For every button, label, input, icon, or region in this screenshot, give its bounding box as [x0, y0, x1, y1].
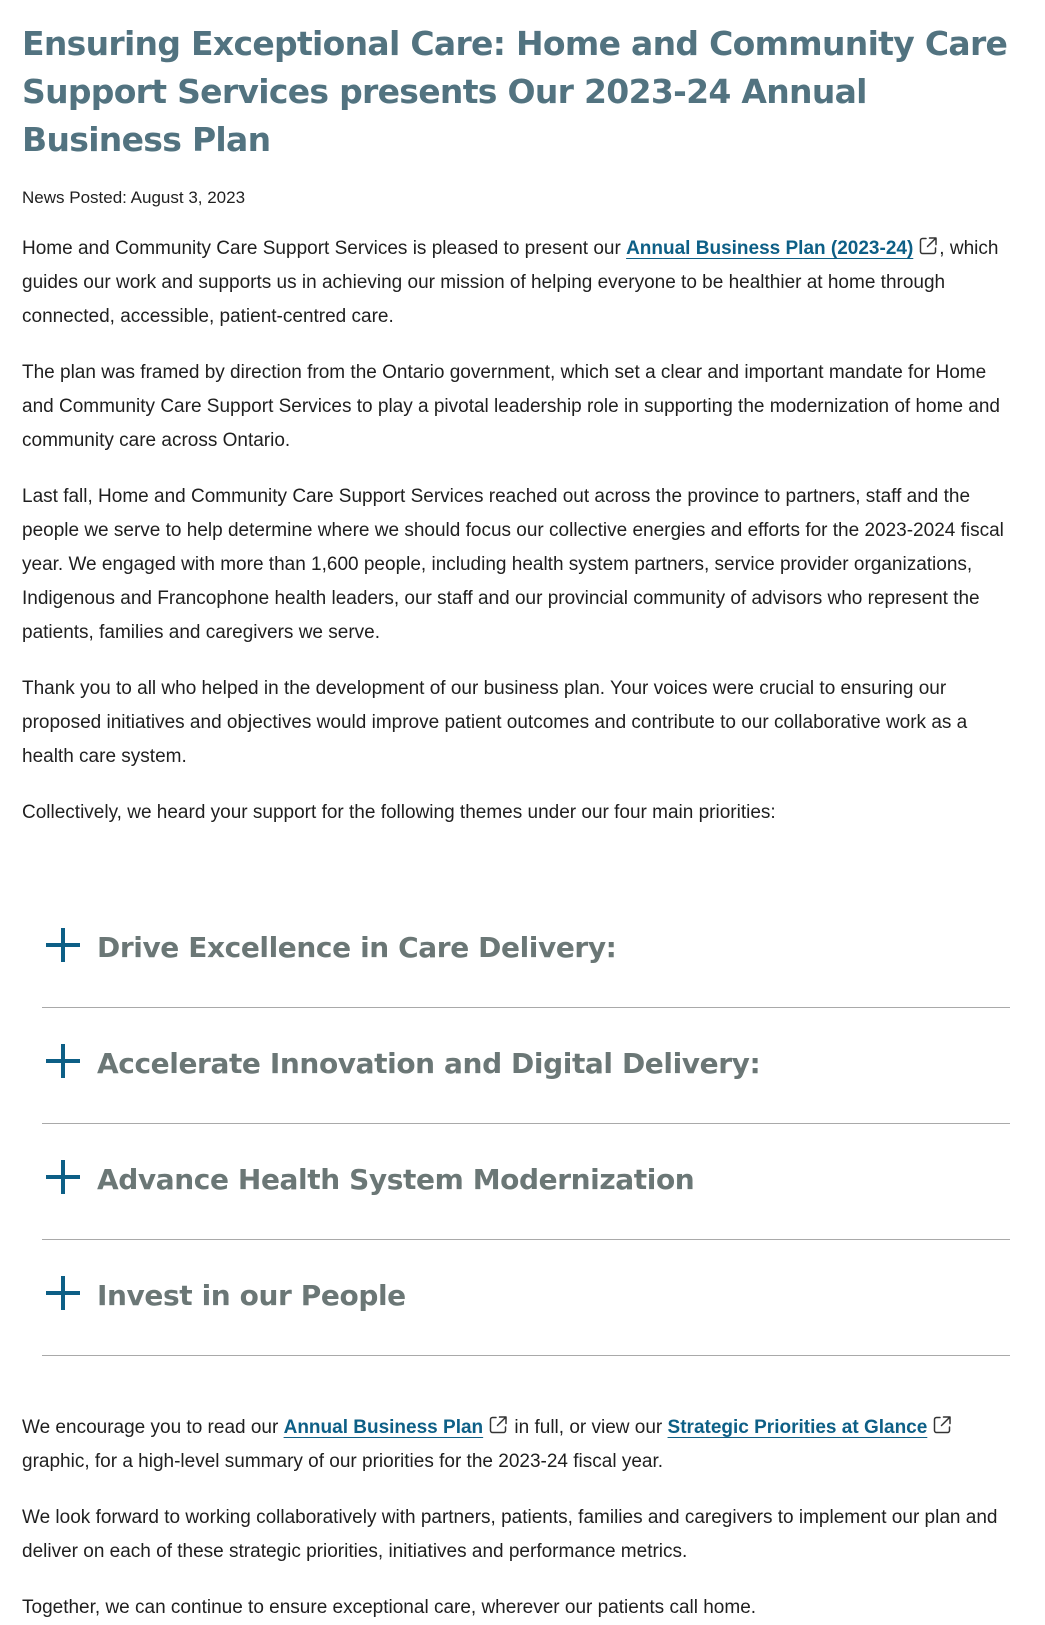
paragraph-engagement: Last fall, Home and Community Care Support Services reached out across the province to partners, staff and the people we serve to help determine where we should focus our collective energies and efforts for the 2023-2024 fiscal year. We engaged with more than 1,600 people, including health system partners, service provider organizations, Indigenous and Francophone health leaders, our staff and our provincial community of advisors who represent the patients, families and caregivers we serve. — [22, 486, 1004, 643]
paragraph-text: in full, or view our — [509, 1417, 668, 1438]
accordion-item-invest-people[interactable] — [42, 1240, 1010, 1356]
posted-date: News Posted: August 3, 2023 — [22, 188, 246, 207]
annual-business-plan-link[interactable]: Annual Business Plan — [283, 1417, 484, 1438]
paragraph-text: Home and Community Care Support Services is pleased to present our — [22, 238, 627, 259]
paragraph-mandate: The plan was framed by direction from the Ontario government, which set a clear and important mandate for Home and Community Care Support Services to play a pivotal leadership role in supporting the modernization of home and community care across Ontario. — [22, 362, 1000, 451]
paragraph-thanks: Thank you to all who helped in the development of our business plan. Your voices were crucial to ensuring our proposed initiatives and objectives would improve patient outcomes and contribute to our collaborative work as a health care system. — [22, 678, 968, 767]
paragraph-text: , which guides our work and supports us in achieving our mission of helping everyone to be healthier at home through connected, accessible, patient-centred care. — [22, 238, 999, 327]
external-link-icon — [931, 1414, 953, 1436]
priorities-accordion — [42, 892, 1010, 1356]
page-title: Ensuring Exceptional Care: Home and Community Care Support Services presents Our 2023-24 Annual Business Plan — [22, 24, 1008, 159]
paragraph-text: graphic, for a high-level summary of our priorities for the 2023-24 fiscal year. — [22, 1451, 664, 1472]
plus-icon[interactable] — [46, 928, 80, 962]
plus-icon[interactable] — [46, 1160, 80, 1194]
accordion-label[interactable]: Advance Health System Modernization — [97, 1163, 695, 1196]
paragraph-intro — [22, 232, 1023, 334]
external-link-icon — [917, 235, 939, 257]
paragraph-closing: Together, we can continue to ensure exceptional care, wherever our patients call home. — [22, 1597, 757, 1618]
annual-business-plan-2023-24-link[interactable]: Annual Business Plan (2023-24) — [626, 238, 914, 259]
plus-icon[interactable] — [46, 1044, 80, 1078]
accordion-label[interactable]: Drive Excellence in Care Delivery: — [97, 931, 617, 964]
plus-icon[interactable] — [46, 1276, 80, 1310]
paragraph-collaboration: We look forward to working collaboratively with partners, patients, families and caregivers to implement our plan and deliver on each of these strategic priorities, initiatives and performance metrics. — [22, 1507, 998, 1562]
accordion-label[interactable]: Invest in our People — [97, 1279, 406, 1312]
paragraph-priorities-intro: Collectively, we heard your support for the following themes under our four main priorities: — [22, 802, 776, 823]
accordion-item-drive-excellence[interactable] — [42, 892, 1010, 1008]
accordion-label[interactable]: Accelerate Innovation and Digital Delivery: — [97, 1047, 761, 1080]
strategic-priorities-link[interactable]: Strategic Priorities at Glance — [667, 1417, 928, 1438]
accordion-item-accelerate-innovation[interactable] — [42, 1008, 1010, 1124]
accordion-item-advance-modernization[interactable] — [42, 1124, 1010, 1240]
paragraph-text: We encourage you to read our — [22, 1417, 284, 1438]
external-link-icon — [487, 1414, 509, 1436]
paragraph-read-more — [22, 1411, 1023, 1479]
